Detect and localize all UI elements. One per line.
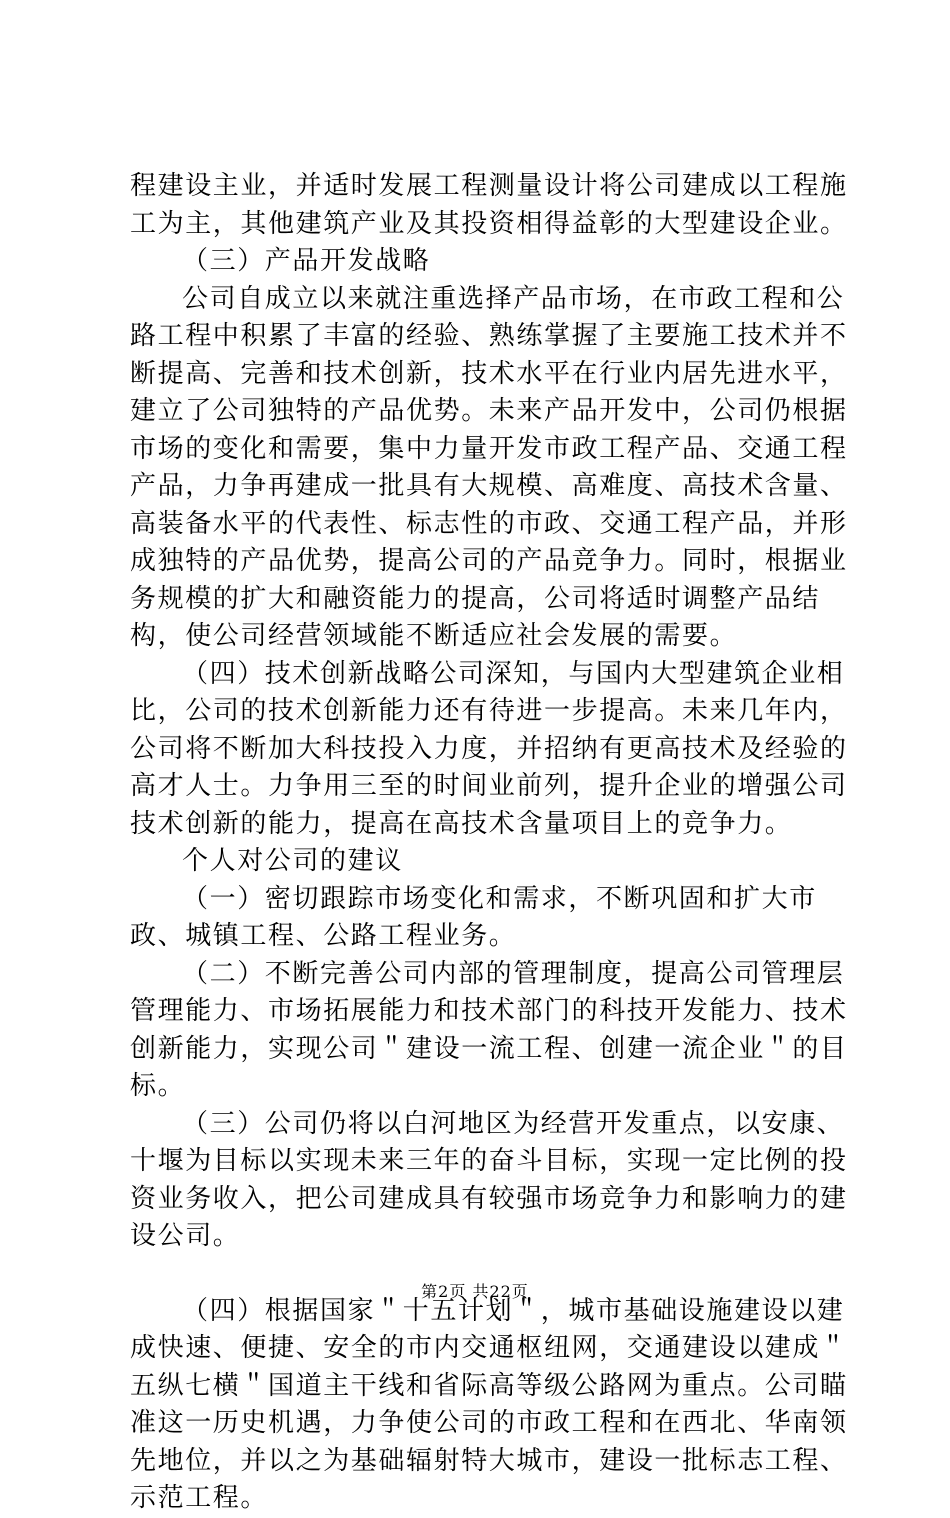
page-number-footer: 第2页 共22页	[421, 1282, 529, 1301]
suggestion-item-2: （二）不断完善公司内部的管理制度，提高公司管理层管理能力、市场拓展能力和技术部门的科技开发能力、技术创新能力，实现公司＂建设一流工程、创建一流企业＂的目标。	[130, 958, 848, 1101]
paragraph-technology-innovation: （四）技术创新战略公司深知，与国内大型建筑企业相比，公司的技术创新能力还有待进一步提高。未来几年内，公司将不断加大科技投入力度，并招纳有更高技术及经验的高才人士。力争用三至的时间业前列，提升企业的增强公司技术创新的能力，提高在高技术含量项目上的竞争力。	[130, 658, 848, 839]
suggestion-item-4: （四）根据国家＂十五计划＂，城市基础设施建设以建成快速、便捷、安全的市内交通枢纽网，交通建设以建成＂五纵七横＂国道主干线和省际高等级公路网为重点。公司瞄准这一历史机遇，力争使公司的市政工程和在西北、华南领先地位，并以之为基础辐射特大城市，建设一批标志工程、示范工程。	[130, 1295, 848, 1513]
paragraph-product-development: 公司自成立以来就注重选择产品市场，在市政工程和公路工程中积累了丰富的经验、熟练掌握了主要施工技术并不断提高、完善和技术创新，技术水平在行业内居先进水平，建立了公司独特的产品优势。未来产品开发中，公司仍根据市场的变化和需要，集中力量开发市政工程产品、交通工程产品，力争再建成一批具有大规模、高难度、高技术含量、高装备水平的代表性、标志性的市政、交通工程产品，并形成独特的产品优势，提高公司的产品竞争力。同时，根据业务规模的扩大和融资能力的提高，公司将适时调整产品结构，使公司经营领域能不断适应社会发展的需要。	[130, 283, 848, 651]
heading-product-development-strategy: （三）产品开发战略	[182, 246, 431, 276]
heading-personal-suggestions: 个人对公司的建议	[182, 846, 403, 876]
suggestion-item-3: （三）公司仍将以白河地区为经营开发重点，以安康、十堰为目标以实现未来三年的奋斗目标，实现一定比例的投资业务收入，把公司建成具有较强市场竞争力和影响力的建设公司。	[130, 1108, 848, 1251]
paragraph-continuation: 程建设主业，并适时发展工程测量设计将公司建成以工程施工为主，其他建筑产业及其投资相得益彰的大型建设企业。	[130, 171, 848, 239]
document-body	[130, 168, 870, 1518]
suggestion-item-1: （一）密切跟踪市场变化和需求，不断巩固和扩大市政、城镇工程、公路工程业务。	[130, 883, 817, 951]
